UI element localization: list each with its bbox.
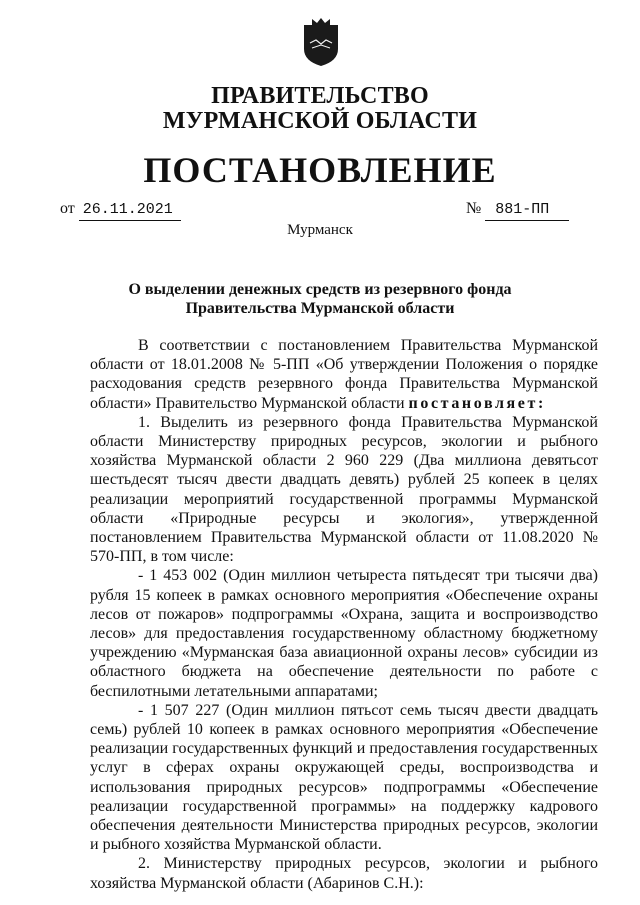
org-name-line2: МУРМАНСКОЙ ОБЛАСТИ xyxy=(162,108,478,134)
item-1-paragraph: 1. Выделить из резервного фонда Правительства Мурманской области Министерству природных ресурсов, экологии и рыбного хозяйства Мурманской области 2 960 229 (Два миллиона девятьсот шестьдесят тысяч двести двадцать девять) рублей 25 копеек в целях реализации мероприятий государственной программы Мурманской области «Природные ресурсы и экология», утвержденной постановлением Правительства Мурманской области от 11.08.2020 № 570-ПП, в том числе: xyxy=(90,413,598,566)
city-name: Мурманск xyxy=(287,222,353,238)
number-prefix: № xyxy=(466,200,482,217)
item-2-paragraph: 2. Министерству природных ресурсов, экологии и рыбного хозяйства Мурманской области (Абаринов С.Н.): xyxy=(90,855,598,892)
preamble-text: В соответствии с постановлением Правительства Мурманской области от 18.01.2008 № 5-ПП «Об утверждении Положения о порядке расходования средств резервного фонда Правительства Мурманской области» Правительство Мурманской области xyxy=(90,337,598,412)
document-title xyxy=(0,280,640,318)
preamble-paragraph xyxy=(90,336,598,413)
subitem-2-paragraph: - 1 507 227 (Один миллион пятьсот семь тысяч двести двадцать семь) рублей 10 копеек в рамках основного мероприятия «Обеспечение реализации государственных функций и предоставления государственных услуг в сферах охраны окружающей среды, воспроизводства и использования природных ресурсов» подпрограммы «Обеспечение реализации государственной программы» на поддержку кадрового обеспечения деятельности Министерства природных ресурсов, экологии и рыбного хозяйства Мурманской области. xyxy=(90,701,598,854)
document-date: 26.11.2021 xyxy=(79,200,181,221)
date-row xyxy=(60,199,181,221)
decree-word: постановляет: xyxy=(408,394,546,412)
title-line2: Правительства Мурманской области xyxy=(185,300,455,317)
document-type: ПОСТАНОВЛЕНИЕ xyxy=(143,150,497,190)
coat-of-arms-emblem xyxy=(301,17,341,67)
shield-icon xyxy=(301,17,341,67)
date-prefix: от xyxy=(60,200,75,217)
title-line1: О выделении денежных средств из резервного фонда xyxy=(128,281,512,298)
document-number: 881-ПП xyxy=(485,200,569,221)
subitem-1-paragraph: - 1 453 002 (Один миллион четыреста пятьдесят три тысячи два) рубля 15 копеек в рамках основного мероприятия «Обеспечение охраны лесов от пожаров» подпрограммы «Охрана, защита и воспроизводство лесов» для предоставления государственному областному бюджетному учреждению «Мурманская база авиационной охраны лесов» субсидии из областного бюджета на обеспечение деятельности по работе с беспилотными летательными аппаратами; xyxy=(90,567,598,700)
org-name-line1: ПРАВИТЕЛЬСТВО xyxy=(211,83,429,109)
number-row xyxy=(466,199,569,221)
document-body xyxy=(90,336,598,893)
